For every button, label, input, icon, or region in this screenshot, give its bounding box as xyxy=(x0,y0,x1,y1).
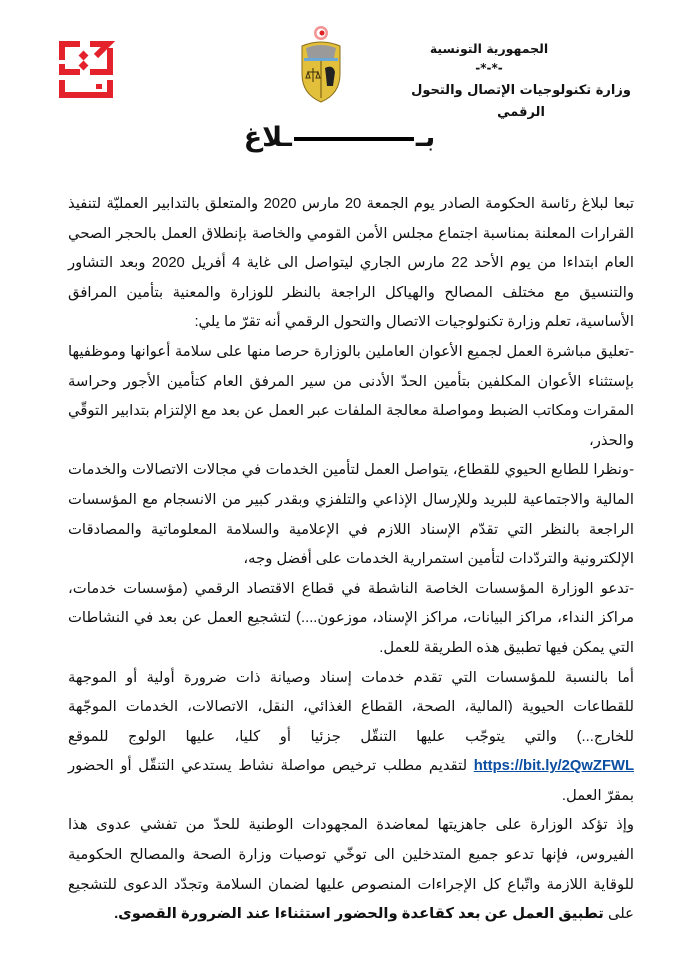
paragraph-intro: تبعا لبلاغ رئاسة الحكومة الصادر يوم الجمعة 20 مارس 2020 والمتعلق بالتدابير العمليّة لتنفيذ القرارات المعلنة بمناسبة اجتماع مجلس الأمن القومي والخاصة بإنطلاق العمل بالحجر الصحي العام ابتداءا من يوم الأحد 22 مارس الجاري ليتواصل الى غاية 4 أفريل 2020 وبعد التشاور والتنسيق مع مختلف المصالح والهياكل الراجعة بالنظر للوزارة والمعنية بتأمين المرافق الأساسية، تعلم وزارة تكنولوجيات الاتصال والتحول الرقمي أنه تقرّ ما يلي: xyxy=(68,196,634,331)
ministry-name: وزارة تكنولوجيات الإتصال والتحول الرقمي xyxy=(411,83,631,120)
title-first: بـ xyxy=(415,122,436,153)
paragraph-private-sector: -تدعو الوزارة المؤسسات الخاصة الناشطة في قطاع الاقتصاد الرقمي (مؤسسات خدمات، مراكز النداء، مراكز البيانات، مراكز الإسناد، موزعون....) لتشجيع العمل عن بعد في النشاطات التي يمكن فيها تطبيق هذه الطريقة للعمل. xyxy=(68,580,634,656)
paragraph-closing xyxy=(68,811,634,929)
coat-of-arms xyxy=(298,24,344,104)
paragraph-essential-services xyxy=(68,664,634,812)
ministry-logo xyxy=(56,38,116,98)
header-separator: -*-*- xyxy=(475,61,503,75)
paragraph-5-after-link: لتقديم مطلب ترخيص مواصلة نشاط يستدعي التنقّل أو الحضور بمقرّ العمل. xyxy=(68,758,634,804)
paragraph-suspension: -تعليق مباشرة العمل لجميع الأعوان العاملين بالوزارة حرصا منها على سلامة أعوانها وموظفيها بإستثناء الأعوان المكلفين بتأمين الحدّ الأدنى من سير المرفق العام كتأمين الأجور وحراسة المقرات ومكاتب الضبط ومواصلة معالجة الملفات عبر العمل عن بعد مع الإلتزام بتدابير التوقّي والحذر، xyxy=(68,343,634,449)
announcement-body xyxy=(68,190,634,930)
paragraph-6-bold: تطبيق العمل عن بعد كقاعدة والحضور استثناءا عند الضرورة القصوى. xyxy=(114,906,604,923)
paragraph-5-before-link: أما بالنسبة للمؤسسات التي تقدم خدمات إسناد وصيانة ذات ضرورة أولية أو الموجهة للقطاعات الحيوية (المالية، الصحة، القطاع الغذائي، النقل، الاتصالات، الخدمات الموجّهة للخارج...) والتي يتوجّب عليها التنقّل جزئيا أو كليا، عليها الولوج للموقع xyxy=(68,669,634,745)
header-block xyxy=(359,38,631,124)
title-rest: ـلاغ xyxy=(243,122,292,153)
paragraph-vital-sector: -ونظرا للطابع الحيوي للقطاع، يتواصل العمل لتأمين الخدمات في مجالات الاتصالات والخدمات المالية والاجتماعية للبريد وللإرسال الإذاعي والتلفزي وبقدر كبير من الانسجام مع المؤسسات الراجعة بالنظر التي تقدّم الإسناد اللازم في الإعلامية والسلامة المعلوماتية والمصادقات الإلكترونية والتردّدات لتأمين استمرارية الخدمات على أفضل وجه، xyxy=(68,462,634,568)
coat-of-arms-icon xyxy=(298,24,344,104)
authorization-link[interactable]: https://bit.ly/2QwZFWL xyxy=(473,758,634,775)
ministry-logo-icon xyxy=(56,38,116,98)
title-kashida xyxy=(294,137,414,141)
paragraph-6-text: وإذ تؤكد الوزارة على جاهزيتها لمعاضدة المجهودات الوطنية للحدّ من تفشي عدوى هذا الفيروس، فإنها تدعو جميع المتدخلين الى توخّي توصيات وزارة الصحة والمصالح الحكومية للوقاية اللازمة واتّباع كل الإجراءات المنصوص عليها لضمان السلامة وتجدّد الدعوى للتشجيع على xyxy=(68,817,634,923)
country-name: الجمهورية التونسية xyxy=(429,41,549,56)
page-title xyxy=(0,122,679,153)
